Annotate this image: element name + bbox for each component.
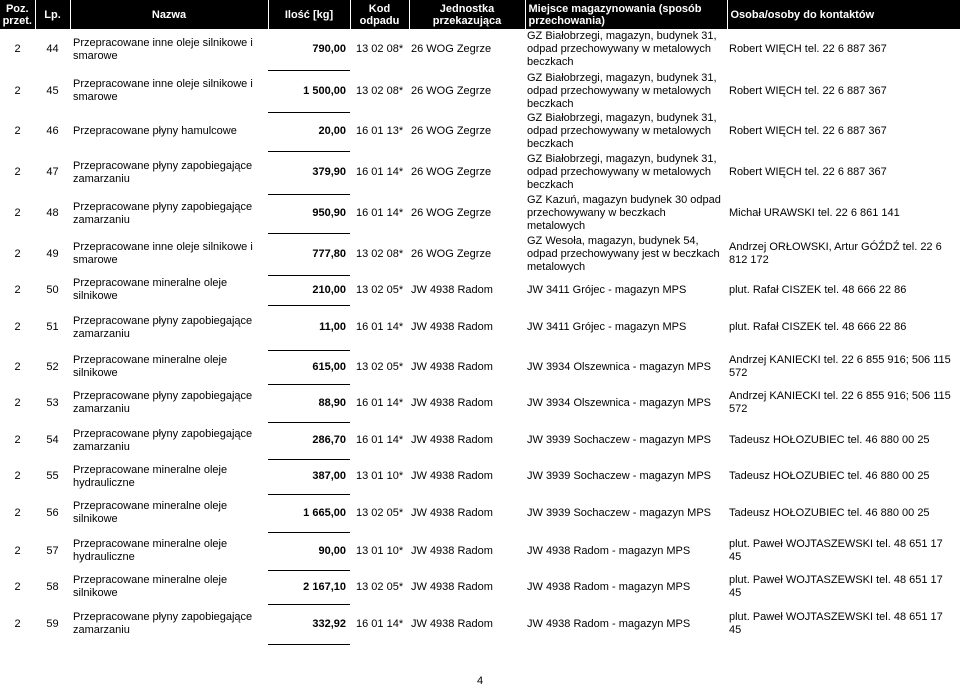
row-poz: 2 <box>14 166 21 178</box>
row-jednostka: JW 4938 Radom <box>411 434 493 446</box>
row-poz: 2 <box>14 247 21 260</box>
table-row <box>0 459 960 494</box>
header-row <box>0 0 960 29</box>
row-lp: 49 <box>46 247 59 260</box>
row-jednostka: JW 4938 Radom <box>411 617 493 630</box>
row-miejsce: GZ Białobrzegi, magazyn, budynek 31, odpad przechowywany w metalowych beczkach <box>527 71 717 110</box>
row-nazwa: Przepracowane płyny zapobiegające zamarzaniu <box>73 611 253 636</box>
row-ilosc: 790,00 <box>268 29 350 70</box>
row-nazwa: Przepracowane mineralne oleje silnikowe <box>73 500 228 525</box>
row-kod: 16 01 14* <box>356 396 404 409</box>
row-poz: 2 <box>14 360 21 373</box>
header-nazwa: Nazwa <box>70 0 268 29</box>
row-miejsce: JW 3934 Olszewnica - magazyn MPS <box>527 396 712 409</box>
row-jednostka: JW 4938 Radom <box>411 470 493 482</box>
row-osoba: Robert WIĘCH tel. 22 6 887 367 <box>729 166 887 178</box>
row-poz: 2 <box>14 84 21 97</box>
row-jednostka: 26 WOG Zegrze <box>411 247 492 260</box>
row-kod: 13 01 10* <box>356 544 404 557</box>
row-lp: 44 <box>46 43 59 55</box>
table-row <box>0 532 960 570</box>
row-lp: 57 <box>46 544 59 557</box>
row-lp: 50 <box>46 283 59 296</box>
row-kod: 13 02 05* <box>356 360 404 373</box>
header-jednostka: Jednostka przekazująca <box>409 0 525 29</box>
row-nazwa: Przepracowane inne oleje silnikowe i smarowe <box>73 241 253 266</box>
row-kod: 13 02 08* <box>356 247 404 260</box>
row-poz: 2 <box>14 321 21 333</box>
row-osoba: Robert WIĘCH tel. 22 6 887 367 <box>729 125 887 137</box>
row-nazwa: Przepracowane mineralne oleje hydrauliczne <box>73 463 228 489</box>
row-poz: 2 <box>14 125 21 137</box>
row-nazwa: Przepracowane inne oleje silnikowe i smarowe <box>73 36 253 62</box>
row-osoba: plut. Rafał CISZEK tel. 48 666 22 86 <box>729 283 907 296</box>
row-poz: 2 <box>14 434 21 446</box>
row-poz: 2 <box>14 544 21 557</box>
row-osoba: Andrzej KANIECKI tel. 22 6 855 916; 506 115 572 <box>729 390 951 415</box>
row-ilosc: 11,00 <box>268 305 350 350</box>
row-poz: 2 <box>14 43 21 55</box>
row-jednostka: JW 4938 Radom <box>411 396 493 409</box>
row-ilosc: 387,00 <box>268 459 350 494</box>
row-osoba: Andrzej KANIECKI tel. 22 6 855 916; 506 115 572 <box>729 354 951 379</box>
row-nazwa: Przepracowane płyny hamulcowe <box>73 125 237 137</box>
row-kod: 13 02 08* <box>356 43 404 55</box>
row-nazwa: Przepracowane mineralne oleje silnikowe <box>73 354 228 379</box>
row-ilosc: 210,00 <box>268 275 350 305</box>
row-miejsce: JW 3934 Olszewnica - magazyn MPS <box>527 360 712 373</box>
row-ilosc: 379,90 <box>268 151 350 194</box>
row-lp: 58 <box>46 580 59 593</box>
row-lp: 51 <box>46 321 59 333</box>
table-row <box>0 305 960 350</box>
row-lp: 53 <box>46 396 59 409</box>
row-lp: 52 <box>46 360 59 373</box>
row-lp: 46 <box>46 125 59 137</box>
row-miejsce: GZ Kazuń, magazyn budynek 30 odpad przechowywany w beczkach metalowych <box>527 194 721 232</box>
header-osoba: Osoba/osoby do kontaktów <box>727 0 960 29</box>
row-jednostka: 26 WOG Zegrze <box>411 84 492 97</box>
row-osoba: plut. Paweł WOJTASZEWSKI tel. 48 651 17 45 <box>729 611 943 636</box>
table-row <box>0 233 960 275</box>
header-ilosc: Ilość [kg] <box>268 0 350 29</box>
row-nazwa: Przepracowane płyny zapobiegające zamarzaniu <box>73 159 253 185</box>
row-miejsce: GZ Białobrzegi, magazyn, budynek 31, odpad przechowywany w metalowych beczkach <box>527 112 717 150</box>
row-miejsce: JW 3411 Grójec - magazyn MPS <box>527 283 687 296</box>
row-ilosc: 615,00 <box>268 350 350 384</box>
row-kod: 13 02 05* <box>356 506 404 519</box>
page-number: 4 <box>476 675 484 687</box>
row-jednostka: JW 4938 Radom <box>411 283 493 296</box>
row-kod: 13 01 10* <box>356 470 404 482</box>
header-poz: Poz. przet. <box>0 0 35 29</box>
table-row <box>0 275 960 305</box>
row-poz: 2 <box>14 617 21 630</box>
row-lp: 56 <box>46 506 59 519</box>
table-row <box>0 194 960 233</box>
row-osoba: Robert WIĘCH tel. 22 6 887 367 <box>729 84 887 97</box>
header-lp: Lp. <box>35 0 70 29</box>
row-jednostka: JW 4938 Radom <box>411 506 493 519</box>
row-ilosc: 777,80 <box>268 233 350 275</box>
row-jednostka: JW 4938 Radom <box>411 360 493 373</box>
row-lp: 55 <box>46 470 59 482</box>
table-row <box>0 570 960 604</box>
row-osoba: plut. Paweł WOJTASZEWSKI tel. 48 651 17 45 <box>729 574 943 599</box>
row-miejsce: JW 4938 Radom - magazyn MPS <box>527 617 691 630</box>
table-row <box>0 494 960 532</box>
row-kod: 13 02 05* <box>356 283 404 296</box>
row-lp: 47 <box>46 166 59 178</box>
row-lp: 45 <box>46 84 59 97</box>
row-lp: 59 <box>46 617 59 630</box>
row-poz: 2 <box>14 283 21 296</box>
row-jednostka: 26 WOG Zegrze <box>411 166 492 178</box>
row-nazwa: Przepracowane inne oleje silnikowe i smarowe <box>73 78 253 103</box>
row-jednostka: 26 WOG Zegrze <box>411 125 492 137</box>
table-body <box>0 29 960 644</box>
row-ilosc: 90,00 <box>268 532 350 570</box>
row-poz: 2 <box>14 207 21 219</box>
row-osoba: Andrzej ORŁOWSKI, Artur GÓŹDŹ tel. 22 6 812 172 <box>729 241 942 266</box>
row-miejsce: GZ Białobrzegi, magazyn, budynek 31, odpad przechowywany w metalowych beczkach <box>527 30 717 68</box>
header-miejsce: Miejsce magazynowania (sposób przechowania) <box>525 0 727 29</box>
row-ilosc: 88,90 <box>268 384 350 422</box>
row-jednostka: JW 4938 Radom <box>411 321 493 333</box>
table-row <box>0 350 960 384</box>
row-lp: 48 <box>46 207 59 219</box>
table-row <box>0 112 960 151</box>
row-lp: 54 <box>46 434 59 446</box>
row-nazwa: Przepracowane mineralne oleje hydrauliczne <box>73 538 228 563</box>
row-kod: 16 01 14* <box>356 166 404 178</box>
row-ilosc: 332,92 <box>268 604 350 644</box>
row-ilosc: 20,00 <box>268 112 350 151</box>
row-miejsce: JW 3939 Sochaczew - magazyn MPS <box>527 506 712 519</box>
row-miejsce: GZ Wesoła, magazyn, budynek 54, odpad przechowywany jest w beczkach metalowych <box>527 234 720 273</box>
row-ilosc: 1 500,00 <box>268 70 350 112</box>
table-row <box>0 604 960 644</box>
table-row <box>0 422 960 459</box>
row-jednostka: JW 4938 Radom <box>411 544 493 557</box>
row-miejsce: JW 4938 Radom - magazyn MPS <box>527 580 691 593</box>
row-miejsce: JW 4938 Radom - magazyn MPS <box>527 544 691 557</box>
row-miejsce: JW 3939 Sochaczew - magazyn MPS <box>527 434 712 446</box>
row-poz: 2 <box>14 506 21 519</box>
table-row <box>0 151 960 194</box>
row-osoba: Tadeusz HOŁOZUBIEC tel. 46 880 00 25 <box>729 470 930 482</box>
row-osoba: Michał URAWSKI tel. 22 6 861 141 <box>729 207 900 219</box>
row-poz: 2 <box>14 470 21 482</box>
table-row <box>0 70 960 112</box>
row-osoba: plut. Rafał CISZEK tel. 48 666 22 86 <box>729 321 907 333</box>
row-nazwa: Przepracowane płyny zapobiegające zamarzaniu <box>73 314 253 340</box>
row-jednostka: JW 4938 Radom <box>411 580 493 593</box>
row-osoba: Robert WIĘCH tel. 22 6 887 367 <box>729 43 887 55</box>
row-nazwa: Przepracowane mineralne oleje silnikowe <box>73 574 228 599</box>
row-jednostka: 26 WOG Zegrze <box>411 207 492 219</box>
row-osoba: Tadeusz HOŁOZUBIEC tel. 46 880 00 25 <box>729 506 930 519</box>
row-miejsce: GZ Białobrzegi, magazyn, budynek 31, odpad przechowywany w metalowych beczkach <box>527 153 717 191</box>
row-kod: 16 01 14* <box>356 617 404 630</box>
row-ilosc: 2 167,10 <box>268 570 350 604</box>
row-poz: 2 <box>14 396 21 409</box>
row-ilosc: 1 665,00 <box>268 494 350 532</box>
row-osoba: Tadeusz HOŁOZUBIEC tel. 46 880 00 25 <box>729 434 930 446</box>
row-poz: 2 <box>14 580 21 593</box>
row-nazwa: Przepracowane mineralne oleje silnikowe <box>73 277 228 302</box>
row-nazwa: Przepracowane płyny zapobiegające zamarzaniu <box>73 200 253 226</box>
row-kod: 16 01 14* <box>356 207 404 219</box>
row-nazwa: Przepracowane płyny zapobiegające zamarzaniu <box>73 390 253 415</box>
row-osoba: plut. Paweł WOJTASZEWSKI tel. 48 651 17 45 <box>729 538 943 563</box>
row-kod: 16 01 14* <box>356 321 404 333</box>
row-kod: 13 02 05* <box>356 580 404 593</box>
row-miejsce: JW 3939 Sochaczew - magazyn MPS <box>527 470 712 482</box>
row-kod: 13 02 08* <box>356 84 404 97</box>
row-ilosc: 286,70 <box>268 422 350 459</box>
table-row <box>0 29 960 70</box>
row-miejsce: JW 3411 Grójec - magazyn MPS <box>527 321 687 333</box>
header-kod: Kod odpadu <box>350 0 409 29</box>
row-kod: 16 01 14* <box>356 434 404 446</box>
row-kod: 16 01 13* <box>356 125 404 137</box>
row-jednostka: 26 WOG Zegrze <box>411 43 492 55</box>
table-row <box>0 384 960 422</box>
row-ilosc: 950,90 <box>268 194 350 233</box>
row-nazwa: Przepracowane płyny zapobiegające zamarzaniu <box>73 427 253 453</box>
